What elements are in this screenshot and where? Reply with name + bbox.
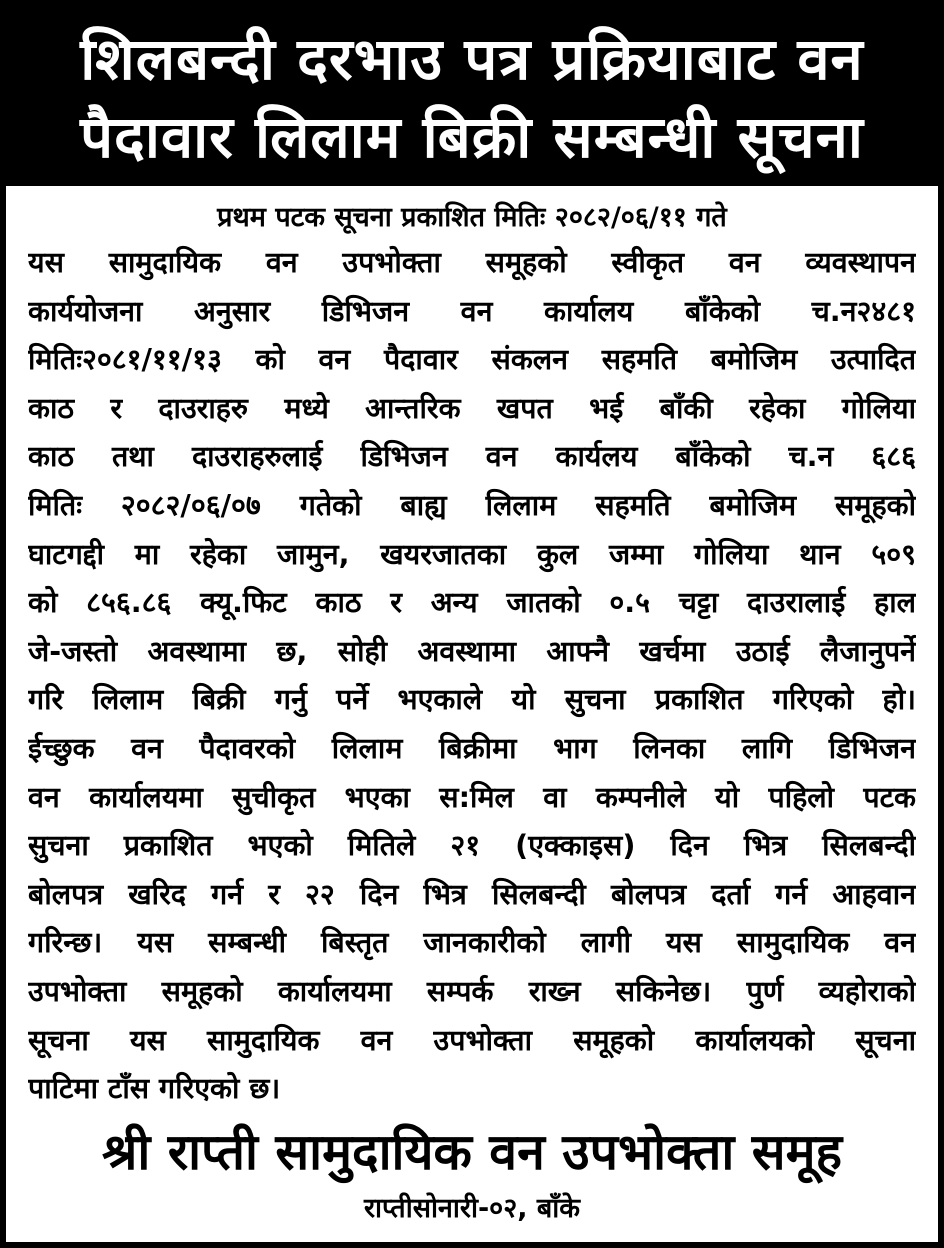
body-line: उपभोक्ता समूहको कार्यालयमा सम्पर्क राख्न सकिनेछ। पुर्ण व्यहोराको — [28, 973, 916, 1008]
body-line: गरिन्छ। यस सम्बन्धी बिस्तृत जानकारीको लागी यस सामुदायिक वन — [28, 925, 916, 960]
body-line: मितिः २०८२/०६/०७ गतेको बाह्य लिलाम सहमति बमोजिम समूहको — [28, 487, 916, 522]
body-line: पाटिमा टाँस गरिएको छ। — [28, 1071, 281, 1106]
first-published-date: प्रथम पटक सूचना प्रकाशित मितिः २०८२/०६/११ गते — [217, 202, 727, 233]
body-line: वन कार्यालयमा सुचीकृत भएका स:मिल वा कम्पनीले यो पहिलो पटक — [28, 779, 916, 814]
body-line: यस सामुदायिक वन उपभोक्ता समूहको स्वीकृत वन व्यवस्थापन — [28, 245, 916, 279]
body-line: घाटगद्दी मा रहेका जामुन, खयरजातका कुल जम्मा गोलिया थान ५०९ — [28, 536, 916, 571]
body-line: मितिः२०८१/११/१३ को वन पैदावार संकलन सहमति बमोजिम उत्पादित — [28, 342, 916, 377]
body-line: सूचना यस सामुदायिक वन उपभोक्ता समूहको कार्यालयको सूचना — [28, 1022, 916, 1057]
body-line: गरि लिलाम बिक्री गर्नु पर्ने भएकाले यो सुचना प्रकाशित गरिएको हो। — [28, 682, 916, 717]
body-line: काठ र दाउराहरु मध्ये आन्तरिक खपत भई बाँकी रहेका गोलिया — [28, 390, 916, 425]
notice-header — [6, 6, 938, 186]
title-line-1: शिलबन्दी दरभाउ पत्र प्रक्रियाबाट वन — [80, 25, 864, 93]
body-line: जे-जस्तो अवस्थामा छ, सोही अवस्थामा आफ्नै खर्चमा उठाई लैजानुपर्ने — [28, 633, 916, 668]
title-line-2: पैदावार लिलाम बिक्री सम्बन्धी सूचना — [80, 103, 864, 171]
body-line: बोलपत्र खरिद गर्न र २२ दिन भित्र सिलबन्दी बोलपत्र दर्ता गर्न आहवान — [28, 876, 916, 911]
body-line: ईच्छुक वन पैदावरको लिलाम बिक्रीमा भाग लिनका लागि डिभिजन — [28, 730, 916, 765]
body-line: काठ तथा दाउराहरुलाई डिभिजन वन कार्यलय बाँकेको च.न ६८६ — [28, 439, 916, 474]
body-line: सुचना प्रकाशित भएको मितिले २१ (एक्काइस) दिन भित्र सिलबन्दी — [28, 828, 916, 863]
organization-name: श्री राप्ती सामुदायिक वन उपभोक्ता समूह — [101, 1122, 843, 1181]
body-line: कार्ययोजना अनुसार डिभिजन वन कार्यालय बाँकेको च.न२४८१ — [28, 293, 916, 328]
organization-address: राप्तीसोनारी-०२, बाँके — [363, 1192, 581, 1224]
body-line: को ८५६.८६ क्यू.फिट काठ र अन्य जातको ०.५ चट्टा दाउरालाई हाल — [28, 585, 916, 620]
notice-body — [28, 238, 916, 1113]
